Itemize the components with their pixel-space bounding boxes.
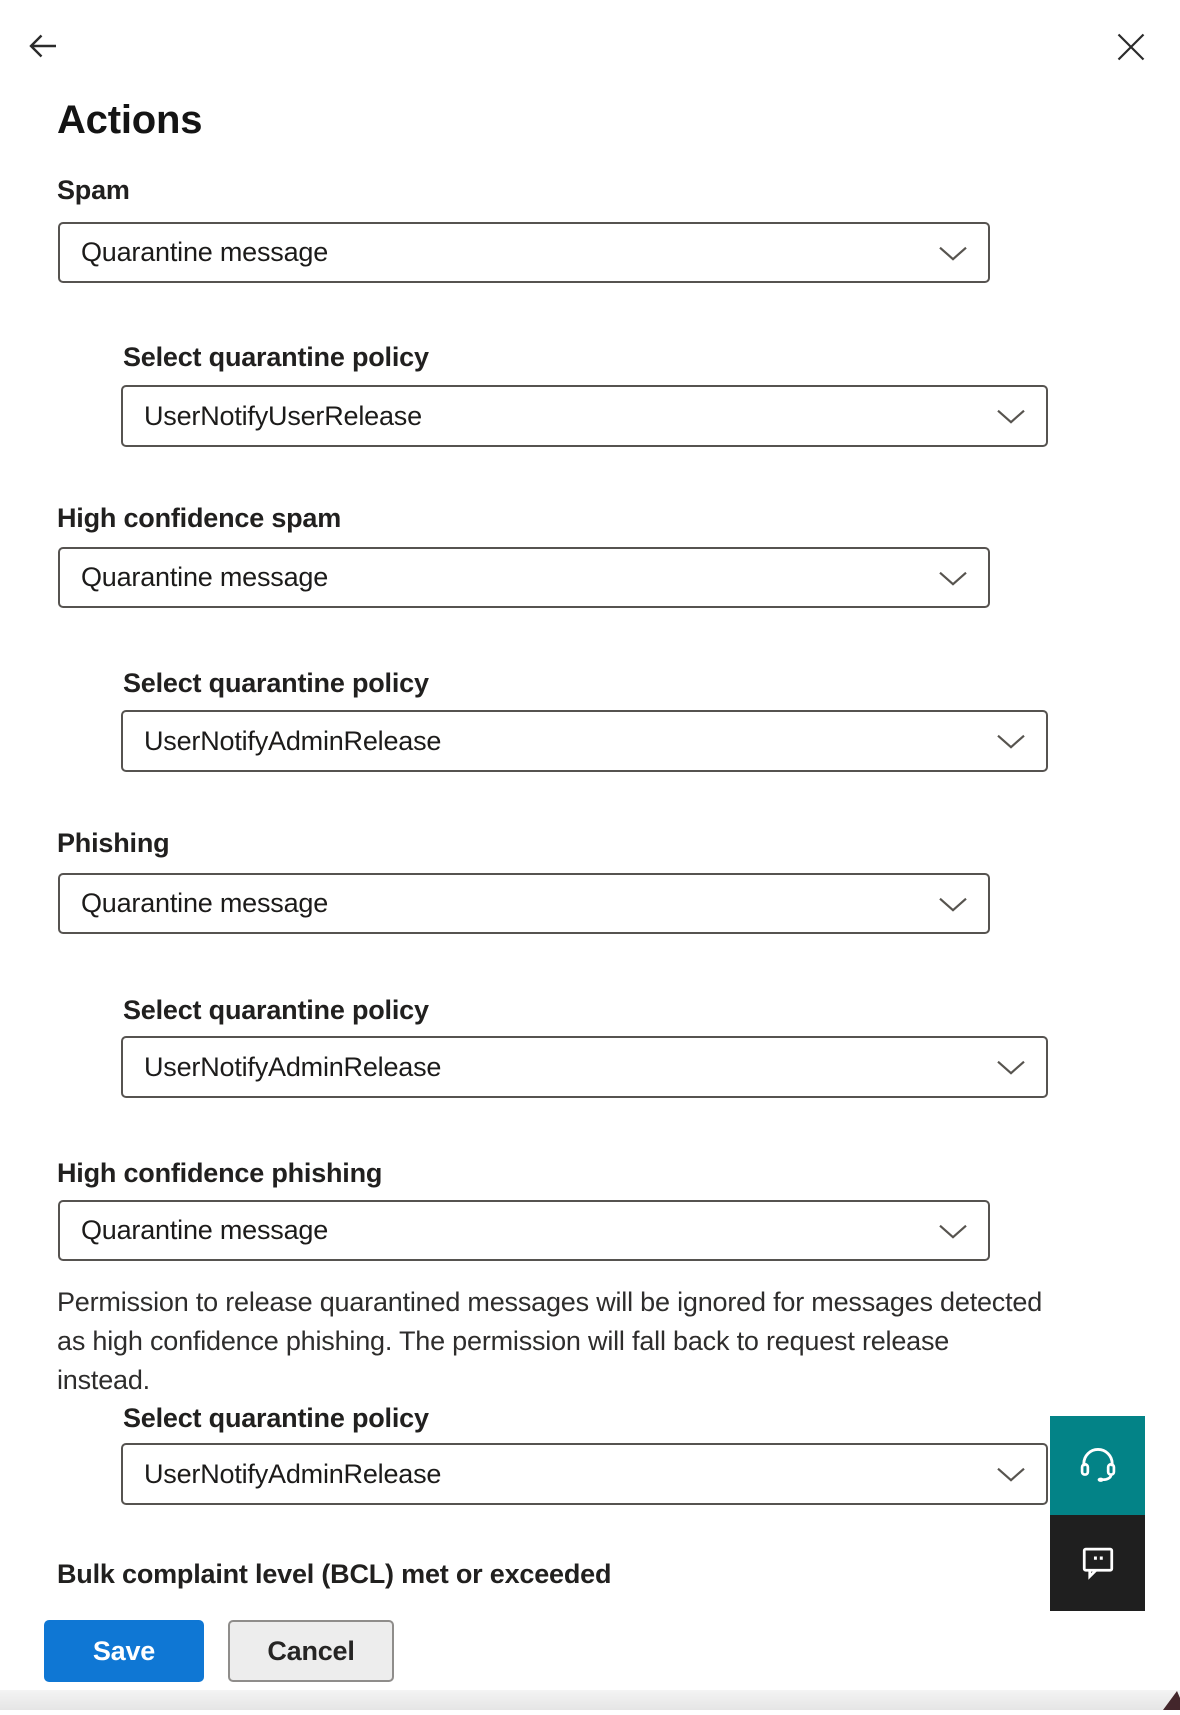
high-confidence-spam-policy-dropdown[interactable] <box>121 710 1048 772</box>
high-confidence-spam-action-value: Quarantine message <box>81 562 329 592</box>
chevron-down-icon <box>996 1060 1026 1076</box>
high-confidence-phishing-action-value: Quarantine message <box>81 1215 329 1245</box>
chevron-down-icon <box>938 245 968 261</box>
chat-bubble-icon <box>1076 1540 1120 1587</box>
help-support-button[interactable] <box>1050 1416 1145 1515</box>
high-confidence-phishing-note: Permission to release quarantined messages will be ignored for messages detected as high confidence phishing. The permission will fall back to request release instead. <box>57 1287 1043 1395</box>
page-title: Actions <box>57 98 203 142</box>
spam-policy-label: Select quarantine policy <box>123 342 429 372</box>
high-confidence-phishing-policy-dropdown[interactable] <box>121 1443 1048 1505</box>
chevron-down-icon <box>938 570 968 586</box>
back-button[interactable] <box>21 25 65 69</box>
phishing-policy-dropdown[interactable] <box>121 1036 1048 1098</box>
chevron-down-icon <box>996 1467 1026 1483</box>
chevron-down-icon <box>938 896 968 912</box>
back-arrow-icon <box>25 28 61 67</box>
section-label-high-confidence-phishing: High confidence phishing <box>57 1158 383 1188</box>
bottom-edge-strip <box>0 1690 1180 1710</box>
chevron-down-icon <box>996 409 1026 425</box>
close-icon <box>1116 32 1146 65</box>
phishing-policy-label: Select quarantine policy <box>123 995 429 1025</box>
spam-action-value: Quarantine message <box>81 237 329 267</box>
headset-icon <box>1075 1441 1121 1490</box>
mouse-cursor <box>1160 1686 1180 1710</box>
phishing-action-value: Quarantine message <box>81 888 329 918</box>
high-confidence-phishing-action-dropdown[interactable] <box>58 1200 990 1261</box>
chevron-down-icon <box>938 1223 968 1239</box>
spam-policy-dropdown[interactable] <box>121 385 1048 447</box>
section-label-bulk-complaint-level: Bulk complaint level (BCL) met or exceeded <box>57 1559 612 1589</box>
phishing-action-dropdown[interactable] <box>58 873 990 934</box>
high-confidence-phishing-policy-value: UserNotifyAdminRelease <box>144 1458 442 1489</box>
cancel-button[interactable]: Cancel <box>228 1620 394 1682</box>
section-label-high-confidence-spam: High confidence spam <box>57 503 342 533</box>
high-confidence-spam-policy-label: Select quarantine policy <box>123 668 429 698</box>
save-button[interactable]: Save <box>44 1620 204 1682</box>
feedback-chat-button[interactable] <box>1050 1515 1145 1611</box>
spam-policy-value: UserNotifyUserRelease <box>144 400 422 431</box>
spam-action-dropdown[interactable] <box>58 222 990 283</box>
chevron-down-icon <box>996 734 1026 750</box>
section-label-spam: Spam <box>57 175 130 205</box>
high-confidence-phishing-policy-label: Select quarantine policy <box>123 1403 429 1433</box>
high-confidence-spam-action-dropdown[interactable] <box>58 547 990 608</box>
section-label-phishing: Phishing <box>57 828 170 858</box>
phishing-policy-value: UserNotifyAdminRelease <box>144 1051 442 1082</box>
high-confidence-spam-policy-value: UserNotifyAdminRelease <box>144 725 442 756</box>
close-button[interactable] <box>1109 26 1153 70</box>
